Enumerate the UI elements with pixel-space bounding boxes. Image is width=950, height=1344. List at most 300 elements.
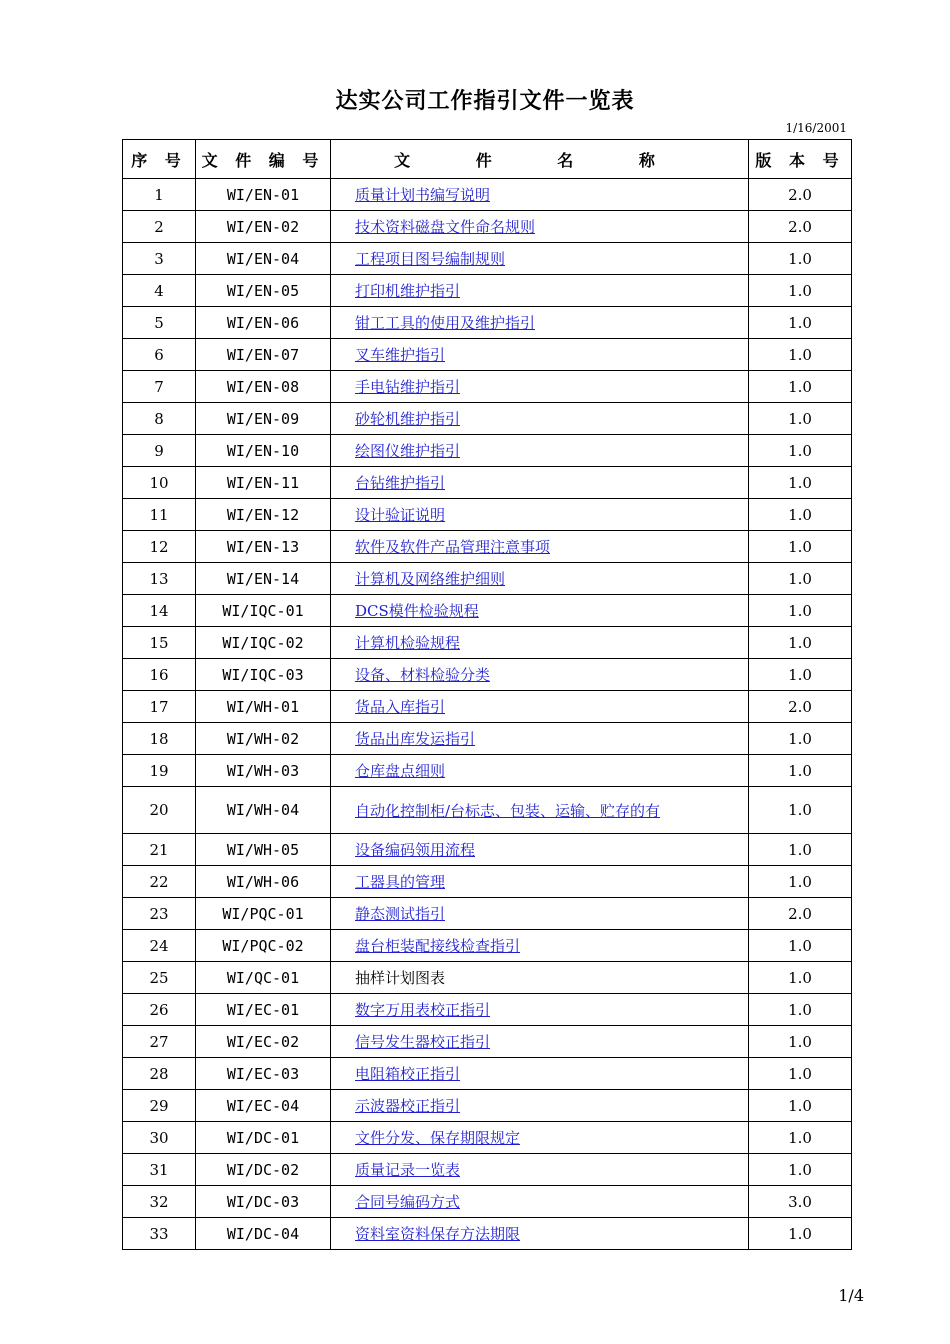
row-file-name bbox=[331, 866, 749, 898]
file-link[interactable]: 叉车维护指引 bbox=[355, 346, 446, 364]
file-link[interactable]: 自动化控制柜/台标志、包装、运输、贮存的有 bbox=[355, 801, 661, 820]
version-text: 1.0 bbox=[788, 1224, 812, 1243]
row-file-code bbox=[196, 1058, 331, 1090]
version-text: 2.0 bbox=[788, 185, 812, 204]
version-text: 1.0 bbox=[788, 1128, 812, 1147]
row-index bbox=[123, 691, 196, 723]
row-version bbox=[749, 499, 852, 531]
file-link[interactable]: 工器具的管理 bbox=[355, 873, 446, 891]
row-file-code bbox=[196, 211, 331, 243]
row-file-name bbox=[331, 499, 749, 531]
file-link[interactable]: 示波器校正指引 bbox=[355, 1097, 461, 1115]
row-file-code bbox=[196, 531, 331, 563]
row-index-text: 21 bbox=[149, 840, 169, 859]
version-text: 1.0 bbox=[788, 872, 812, 891]
row-file-code bbox=[196, 723, 331, 755]
table-row bbox=[123, 1122, 852, 1154]
row-file-code bbox=[196, 1218, 331, 1250]
row-version bbox=[749, 563, 852, 595]
file-link[interactable]: 合同号编码方式 bbox=[355, 1193, 461, 1211]
row-file-name bbox=[331, 962, 749, 994]
row-file-name bbox=[331, 435, 749, 467]
row-version bbox=[749, 403, 852, 435]
file-link[interactable]: 设备编码领用流程 bbox=[355, 841, 476, 859]
row-file-name bbox=[331, 1058, 749, 1090]
file-code-text: WI/WH-06 bbox=[226, 872, 300, 891]
row-file-name bbox=[331, 211, 749, 243]
row-file-code bbox=[196, 403, 331, 435]
document-date: 1/16/2001 bbox=[785, 121, 847, 135]
row-file-name bbox=[331, 563, 749, 595]
row-file-code bbox=[196, 595, 331, 627]
table-row bbox=[123, 787, 852, 834]
file-link[interactable]: 手电钻维护指引 bbox=[355, 378, 461, 396]
row-file-name bbox=[331, 595, 749, 627]
version-text: 2.0 bbox=[788, 697, 812, 716]
file-link[interactable]: 文件分发、保存期限规定 bbox=[355, 1129, 521, 1147]
row-version bbox=[749, 1026, 852, 1058]
file-link[interactable]: 软件及软件产品管理注意事项 bbox=[355, 538, 551, 556]
file-code-text: WI/EN-12 bbox=[226, 505, 300, 524]
row-index-text: 27 bbox=[149, 1032, 169, 1051]
row-index bbox=[123, 962, 196, 994]
row-version bbox=[749, 930, 852, 962]
row-file-code bbox=[196, 962, 331, 994]
file-code-text: WI/WH-02 bbox=[226, 729, 300, 748]
version-text: 1.0 bbox=[788, 537, 812, 556]
table-row bbox=[123, 243, 852, 275]
row-index bbox=[123, 723, 196, 755]
row-version bbox=[749, 1090, 852, 1122]
version-text: 1.0 bbox=[788, 633, 812, 652]
table-row bbox=[123, 339, 852, 371]
row-file-code bbox=[196, 691, 331, 723]
table-row bbox=[123, 371, 852, 403]
row-file-code bbox=[196, 1122, 331, 1154]
file-link[interactable]: 静态测试指引 bbox=[355, 905, 446, 923]
row-index-text: 16 bbox=[149, 665, 169, 684]
row-version bbox=[749, 691, 852, 723]
row-file-code bbox=[196, 787, 331, 834]
version-text: 1.0 bbox=[788, 441, 812, 460]
file-link[interactable]: 货品入库指引 bbox=[355, 698, 446, 716]
row-index bbox=[123, 435, 196, 467]
version-text: 2.0 bbox=[788, 217, 812, 236]
row-index-text: 28 bbox=[149, 1064, 169, 1083]
row-file-code bbox=[196, 275, 331, 307]
row-index-text: 23 bbox=[149, 904, 169, 923]
table-row bbox=[123, 1090, 852, 1122]
file-code-text: WI/IQC-02 bbox=[222, 633, 304, 652]
row-version bbox=[749, 1186, 852, 1218]
row-index bbox=[123, 211, 196, 243]
row-file-code bbox=[196, 435, 331, 467]
file-code-text: WI/WH-03 bbox=[226, 761, 300, 780]
row-file-code bbox=[196, 243, 331, 275]
row-version bbox=[749, 595, 852, 627]
row-index-text: 14 bbox=[149, 601, 169, 620]
row-version bbox=[749, 1218, 852, 1250]
row-version bbox=[749, 275, 852, 307]
row-version bbox=[749, 627, 852, 659]
row-file-name bbox=[331, 755, 749, 787]
row-index-text: 29 bbox=[149, 1096, 169, 1115]
row-index bbox=[123, 307, 196, 339]
row-index bbox=[123, 563, 196, 595]
row-file-name bbox=[331, 898, 749, 930]
file-name-text: 抽样计划图表 bbox=[355, 969, 446, 987]
row-version bbox=[749, 339, 852, 371]
file-code-text: WI/EN-07 bbox=[226, 345, 300, 364]
row-file-code bbox=[196, 307, 331, 339]
row-index-text: 20 bbox=[149, 801, 169, 819]
file-code-text: WI/EN-01 bbox=[226, 185, 300, 204]
row-version bbox=[749, 787, 852, 834]
file-link[interactable]: 货品出库发运指引 bbox=[355, 730, 476, 748]
row-index-text: 11 bbox=[149, 505, 169, 524]
version-text: 1.0 bbox=[788, 345, 812, 364]
file-code-text: WI/DC-01 bbox=[226, 1128, 300, 1147]
row-file-name bbox=[331, 371, 749, 403]
row-file-name bbox=[331, 1090, 749, 1122]
row-file-name bbox=[331, 1154, 749, 1186]
version-text: 1.0 bbox=[788, 761, 812, 780]
row-version bbox=[749, 1122, 852, 1154]
row-file-code bbox=[196, 834, 331, 866]
file-code-text: WI/DC-04 bbox=[226, 1224, 300, 1243]
file-code-text: WI/EC-01 bbox=[226, 1000, 300, 1019]
row-file-name bbox=[331, 787, 749, 834]
file-code-text: WI/EN-04 bbox=[226, 249, 300, 268]
row-file-code bbox=[196, 994, 331, 1026]
file-code-text: WI/EN-09 bbox=[226, 409, 300, 428]
document-title: 达实公司工作指引文件一览表 bbox=[335, 89, 635, 114]
file-link[interactable]: 技术资料磁盘文件命名规则 bbox=[355, 218, 536, 236]
row-index-text: 1 bbox=[154, 185, 164, 204]
row-version bbox=[749, 211, 852, 243]
version-text: 2.0 bbox=[788, 904, 812, 923]
row-index-text: 2 bbox=[154, 217, 164, 236]
version-text: 1.0 bbox=[788, 729, 812, 748]
row-version bbox=[749, 898, 852, 930]
file-code-text: WI/EN-14 bbox=[226, 569, 300, 588]
row-index bbox=[123, 898, 196, 930]
row-index-text: 15 bbox=[149, 633, 169, 652]
row-file-name bbox=[331, 659, 749, 691]
version-text: 1.0 bbox=[788, 665, 812, 684]
row-index bbox=[123, 531, 196, 563]
table-row bbox=[123, 275, 852, 307]
file-link[interactable]: 计算机检验规程 bbox=[355, 634, 461, 652]
row-file-name bbox=[331, 1026, 749, 1058]
table-row bbox=[123, 307, 852, 339]
version-text: 1.0 bbox=[788, 569, 812, 588]
row-file-name bbox=[331, 994, 749, 1026]
row-index-text: 32 bbox=[149, 1192, 169, 1211]
row-index bbox=[123, 371, 196, 403]
table-row bbox=[123, 211, 852, 243]
row-index-text: 25 bbox=[149, 968, 169, 987]
file-code-text: WI/WH-04 bbox=[226, 801, 300, 819]
version-text: 1.0 bbox=[788, 473, 812, 492]
file-code-text: WI/DC-02 bbox=[226, 1160, 300, 1179]
table-row bbox=[123, 962, 852, 994]
row-file-name bbox=[331, 691, 749, 723]
table-row bbox=[123, 627, 852, 659]
row-file-code bbox=[196, 339, 331, 371]
row-index-text: 13 bbox=[149, 569, 169, 588]
table-row bbox=[123, 691, 852, 723]
file-link[interactable]: 仓库盘点细则 bbox=[355, 762, 446, 780]
file-link[interactable]: 台钻维护指引 bbox=[355, 474, 446, 492]
row-file-code bbox=[196, 866, 331, 898]
row-version bbox=[749, 243, 852, 275]
row-index bbox=[123, 659, 196, 691]
row-file-code bbox=[196, 1154, 331, 1186]
file-code-text: WI/EN-10 bbox=[226, 441, 300, 460]
file-link[interactable]: 打印机维护指引 bbox=[355, 282, 461, 300]
row-file-name bbox=[331, 1218, 749, 1250]
file-code-text: WI/EN-06 bbox=[226, 313, 300, 332]
row-file-name bbox=[331, 627, 749, 659]
table-row bbox=[123, 659, 852, 691]
version-text: 1.0 bbox=[788, 936, 812, 955]
header-code: 文 件 编 号 bbox=[196, 140, 331, 179]
table-row bbox=[123, 467, 852, 499]
row-version bbox=[749, 755, 852, 787]
row-index bbox=[123, 755, 196, 787]
version-text: 1.0 bbox=[788, 968, 812, 987]
row-index bbox=[123, 275, 196, 307]
file-code-text: WI/EN-05 bbox=[226, 281, 300, 300]
row-version bbox=[749, 371, 852, 403]
header-name: 文 件 名 称 bbox=[331, 140, 749, 179]
row-index-text: 4 bbox=[154, 281, 164, 300]
row-file-code bbox=[196, 499, 331, 531]
row-file-name bbox=[331, 339, 749, 371]
table-row bbox=[123, 1186, 852, 1218]
file-code-text: WI/WH-05 bbox=[226, 840, 300, 859]
row-version bbox=[749, 834, 852, 866]
row-index-text: 24 bbox=[149, 936, 169, 955]
file-list-table bbox=[122, 139, 852, 1250]
file-code-text: WI/WH-01 bbox=[226, 697, 300, 716]
file-code-text: WI/EN-13 bbox=[226, 537, 300, 556]
version-text: 1.0 bbox=[788, 409, 812, 428]
row-version bbox=[749, 659, 852, 691]
file-link[interactable]: 盘台柜装配接线检查指引 bbox=[355, 937, 521, 955]
version-text: 1.0 bbox=[788, 1032, 812, 1051]
row-index-text: 5 bbox=[154, 313, 164, 332]
table-row bbox=[123, 499, 852, 531]
version-text: 1.0 bbox=[788, 249, 812, 268]
row-index-text: 9 bbox=[154, 441, 164, 460]
file-link[interactable]: 设备、材料检验分类 bbox=[355, 666, 491, 684]
version-text: 1.0 bbox=[788, 1000, 812, 1019]
file-code-text: WI/IQC-01 bbox=[222, 601, 304, 620]
row-index-text: 8 bbox=[154, 409, 164, 428]
row-index bbox=[123, 1058, 196, 1090]
row-index bbox=[123, 179, 196, 211]
file-code-text: WI/EN-11 bbox=[226, 473, 300, 492]
version-text: 1.0 bbox=[788, 281, 812, 300]
row-index bbox=[123, 403, 196, 435]
file-link[interactable]: 工程项目图号编制规则 bbox=[355, 250, 506, 268]
file-link[interactable]: 数字万用表校正指引 bbox=[355, 1001, 491, 1019]
file-link[interactable]: 电阻箱校正指引 bbox=[355, 1065, 461, 1083]
file-link[interactable]: 信号发生器校正指引 bbox=[355, 1033, 491, 1051]
file-code-text: WI/EN-08 bbox=[226, 377, 300, 396]
row-version bbox=[749, 723, 852, 755]
row-version bbox=[749, 531, 852, 563]
page-number: 1/4 bbox=[838, 1286, 864, 1305]
row-index-text: 17 bbox=[149, 697, 169, 716]
version-text: 1.0 bbox=[788, 313, 812, 332]
row-version bbox=[749, 307, 852, 339]
row-file-name bbox=[331, 275, 749, 307]
table-row bbox=[123, 755, 852, 787]
file-code-text: WI/IQC-03 bbox=[222, 665, 304, 684]
table-row bbox=[123, 1154, 852, 1186]
row-index-text: 33 bbox=[149, 1224, 169, 1243]
version-text: 1.0 bbox=[788, 1064, 812, 1083]
row-index bbox=[123, 834, 196, 866]
row-file-name bbox=[331, 531, 749, 563]
table-row bbox=[123, 1058, 852, 1090]
row-index-text: 26 bbox=[149, 1000, 169, 1019]
row-index bbox=[123, 243, 196, 275]
file-link[interactable]: DCS模件检验规程 bbox=[355, 602, 479, 620]
version-text: 1.0 bbox=[788, 601, 812, 620]
version-text: 1.0 bbox=[788, 1160, 812, 1179]
row-index bbox=[123, 1122, 196, 1154]
file-link[interactable]: 质量计划书编写说明 bbox=[355, 186, 491, 204]
row-index bbox=[123, 467, 196, 499]
table-row bbox=[123, 1026, 852, 1058]
row-version bbox=[749, 1058, 852, 1090]
row-index bbox=[123, 930, 196, 962]
table-row bbox=[123, 403, 852, 435]
table-row bbox=[123, 1218, 852, 1250]
table-row bbox=[123, 531, 852, 563]
row-index-text: 7 bbox=[154, 377, 164, 396]
header-version: 版 本 号 bbox=[749, 140, 852, 179]
row-file-name bbox=[331, 1186, 749, 1218]
row-index bbox=[123, 595, 196, 627]
header-index: 序 号 bbox=[123, 140, 196, 179]
row-index bbox=[123, 1026, 196, 1058]
row-file-code bbox=[196, 467, 331, 499]
row-index-text: 31 bbox=[149, 1160, 169, 1179]
version-text: 1.0 bbox=[788, 377, 812, 396]
file-link[interactable]: 资料室资料保存方法期限 bbox=[355, 1225, 521, 1243]
file-code-text: WI/PQC-01 bbox=[222, 904, 304, 923]
table-row bbox=[123, 435, 852, 467]
file-code-text: WI/EC-03 bbox=[226, 1064, 300, 1083]
row-index bbox=[123, 339, 196, 371]
row-index bbox=[123, 1218, 196, 1250]
row-index-text: 6 bbox=[154, 345, 164, 364]
file-link[interactable]: 计算机及网络维护细则 bbox=[355, 570, 506, 588]
table-row bbox=[123, 563, 852, 595]
row-index-text: 22 bbox=[149, 872, 169, 891]
row-file-name bbox=[331, 930, 749, 962]
file-code-text: WI/PQC-02 bbox=[222, 936, 304, 955]
table-row bbox=[123, 595, 852, 627]
row-version bbox=[749, 994, 852, 1026]
row-file-name bbox=[331, 723, 749, 755]
row-file-code bbox=[196, 627, 331, 659]
row-file-name bbox=[331, 1122, 749, 1154]
row-version bbox=[749, 467, 852, 499]
row-file-code bbox=[196, 755, 331, 787]
row-index bbox=[123, 1154, 196, 1186]
row-file-code bbox=[196, 1090, 331, 1122]
row-file-code bbox=[196, 1026, 331, 1058]
file-link[interactable]: 砂轮机维护指引 bbox=[355, 410, 461, 428]
row-file-name bbox=[331, 467, 749, 499]
file-code-text: WI/EC-02 bbox=[226, 1032, 300, 1051]
row-index-text: 19 bbox=[149, 761, 169, 780]
file-link[interactable]: 设计验证说明 bbox=[355, 506, 446, 524]
row-file-code bbox=[196, 930, 331, 962]
table-header-row bbox=[123, 140, 852, 179]
row-index bbox=[123, 994, 196, 1026]
row-file-code bbox=[196, 1186, 331, 1218]
row-file-name bbox=[331, 307, 749, 339]
file-link[interactable]: 绘图仪维护指引 bbox=[355, 442, 461, 460]
row-file-name bbox=[331, 403, 749, 435]
row-file-code bbox=[196, 179, 331, 211]
table-row bbox=[123, 179, 852, 211]
row-file-code bbox=[196, 898, 331, 930]
row-file-code bbox=[196, 563, 331, 595]
row-index bbox=[123, 866, 196, 898]
file-rows bbox=[123, 179, 852, 1250]
row-index bbox=[123, 787, 196, 834]
version-text: 1.0 bbox=[788, 1096, 812, 1115]
file-code-text: WI/EC-04 bbox=[226, 1096, 300, 1115]
row-file-name bbox=[331, 179, 749, 211]
version-text: 1.0 bbox=[788, 505, 812, 524]
table-row bbox=[123, 723, 852, 755]
table-row bbox=[123, 930, 852, 962]
row-file-name bbox=[331, 243, 749, 275]
row-index bbox=[123, 1186, 196, 1218]
row-version bbox=[749, 962, 852, 994]
row-file-name bbox=[331, 834, 749, 866]
table-row bbox=[123, 866, 852, 898]
row-index bbox=[123, 499, 196, 531]
version-text: 1.0 bbox=[788, 801, 812, 819]
table-row bbox=[123, 994, 852, 1026]
version-text: 3.0 bbox=[788, 1192, 812, 1211]
table-row bbox=[123, 834, 852, 866]
row-file-code bbox=[196, 371, 331, 403]
row-index-text: 10 bbox=[149, 473, 169, 492]
file-code-text: WI/DC-03 bbox=[226, 1192, 300, 1211]
row-index-text: 30 bbox=[149, 1128, 169, 1147]
row-version bbox=[749, 179, 852, 211]
version-text: 1.0 bbox=[788, 840, 812, 859]
file-code-text: WI/QC-01 bbox=[226, 968, 300, 987]
file-link[interactable]: 质量记录一览表 bbox=[355, 1161, 461, 1179]
row-version bbox=[749, 866, 852, 898]
row-index bbox=[123, 627, 196, 659]
file-link[interactable]: 钳工工具的使用及维护指引 bbox=[355, 314, 536, 332]
file-code-text: WI/EN-02 bbox=[226, 217, 300, 236]
row-file-code bbox=[196, 659, 331, 691]
